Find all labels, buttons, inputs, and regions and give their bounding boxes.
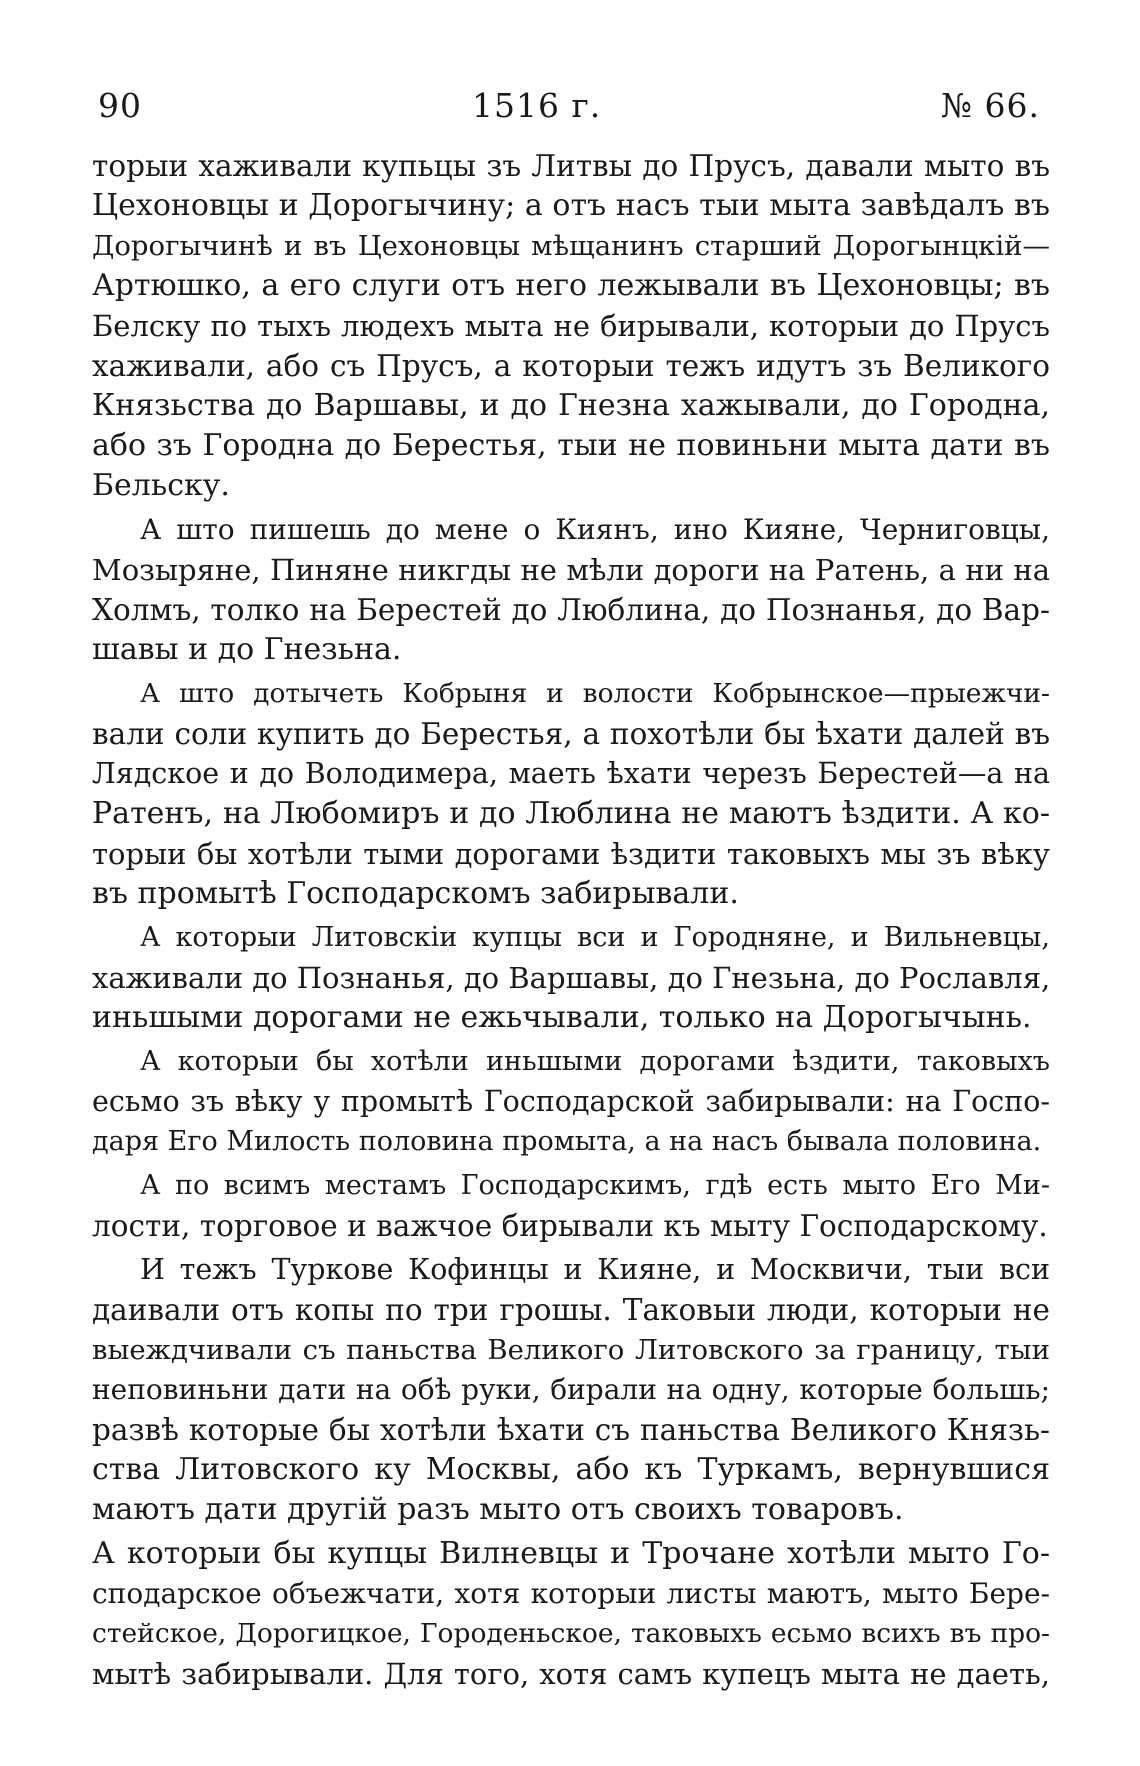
text-line: сподарское объежчати, хотя которыи листы маютъ, мыто Бере- [92,1577,1050,1610]
text-line: неповиньни дати на обѣ руки, бирали на одну, которые большь; [92,1373,1050,1406]
paragraph [92,1250,1050,1530]
page-number: 90 [98,86,142,125]
text-line: Князьства до Варшавы, и до Гнезна хажывали, до Городна, [92,388,1050,423]
text-line: даря Его Милость половина промыта, а на насъ бывала половина. [92,1126,1042,1157]
text-line: торыи бы хотѣли тыми дорогами ѣздити таковыхъ мы зъ вѣку [92,837,1050,871]
paragraph [92,674,1050,914]
text-line: стейское, Дорогицкое, Городеньское, таковыхъ есьмо всихъ въ про- [92,1618,1050,1649]
text-line: въ промытѣ Господарскомъ забирывали. [92,876,739,911]
text-line: развѣ которые бы хотѣли ѣхати съ паньства Великого Князь- [92,1413,1050,1447]
paragraph [92,1166,1050,1246]
text-line: А по всимъ местамъ Господарскимъ, гдѣ есть мыто Его Ми- [140,1170,1050,1201]
text-line: иньшыми дорогами не ежьчывали, только на Дорогычынь. [92,1000,1032,1035]
text-line: або зъ Городна до Берестья, тыи не повиньни мыта дати въ [92,428,1050,463]
text-line: А которыи бы купцы Вилневцы и Трочане хотѣли мыто Го- [92,1536,1050,1571]
text-line: есьмо зъ вѣку у промытѣ Господарской забирывали: на Госпо- [92,1085,1050,1118]
paragraph [92,146,1050,506]
text-line: А што пишешь до мене о Киянъ, ино Кияне, Черниговцы, [140,513,1050,546]
paragraph [92,918,1050,1038]
text-line: маютъ дати другій разъ мыто отъ своихъ товаровъ. [92,1492,904,1527]
document-year: 1516 г. [472,86,602,125]
text-line: выеждчивали съ паньства Великого Литовского за границу, тыи [92,1334,1050,1366]
text-line: Белску по тыхъ людехъ мыта не бирывали, которыи до Прусъ [92,309,1050,343]
text-line: лости, торговое и важчое бирывали къ мыту Господарскому. [92,1209,1048,1243]
page-header [92,80,1050,136]
text-line: Лядское и до Володимера, маеть ѣхати черезъ Берестей—а на [92,757,1050,790]
text-line: мытѣ забирывали. Для того, хотя самъ купецъ мыта не даеть, [92,1657,1050,1691]
text-line: Цехоновцы и Дорогычину; а отъ насъ тыи мыта завѣдалъ въ [92,188,1050,223]
text-line: А которыи Литовскіи купцы вси и Городняне, и Вильневцы, [140,922,1050,953]
text-line: Ратенъ, на Любомиръ и до Люблина не маютъ ѣздити. А ко- [92,796,1050,831]
paragraph [92,1534,1050,1694]
text-line: хаживали до Познанья, до Варшавы, до Гнезьна, до Рославля, [92,961,1051,995]
text-line: шавы и до Гнезьна. [92,632,402,667]
text-line: хаживали, або съ Прусъ, а которыи тежъ идутъ зъ Великого [92,349,1050,383]
paragraph [92,1042,1050,1162]
text-line: Мозыряне, Пиняне никгды не мѣли дороги на Ратень, а ни на [92,553,1050,587]
text-line: Дорогычинѣ и въ Цехоновцы мѣщанинъ старший Дорогынцкій— [92,230,1050,262]
text-line: вали соли купить до Берестья, а похотѣли бы ѣхати далей въ [92,717,1050,751]
document-body [92,146,1050,1694]
text-line: даивали отъ копы по три грошы. Таковыи люди, которыи не [92,1293,1050,1327]
text-line: ства Литовского ку Москвы, або къ Туркамъ, вернувшися [92,1452,1050,1487]
text-line: Артюшко, а его слуги отъ него лежывали въ Цехоновцы; въ [92,268,1050,303]
text-line: Бельску. [92,468,230,503]
text-line: А которыи бы хотѣли иньшыми дорогами ѣздити, таковыхъ [140,1046,1050,1077]
document-page [92,80,1050,1698]
text-line: А што дотычеть Кобрыня и волости Кобрынское—прыежчи- [140,678,1050,709]
text-line: торыи хаживали купьцы зъ Литвы до Прусъ, давали мыто въ [92,149,1050,183]
paragraph [92,510,1050,670]
text-line: Холмъ, толко на Берестей до Люблина, до Познанья, до Вар- [92,593,1050,627]
text-line: И тежъ Турковe Кофинцы и Кияне, и Москвичи, тыи вси [140,1253,1050,1286]
document-number: № 66. [940,86,1040,125]
